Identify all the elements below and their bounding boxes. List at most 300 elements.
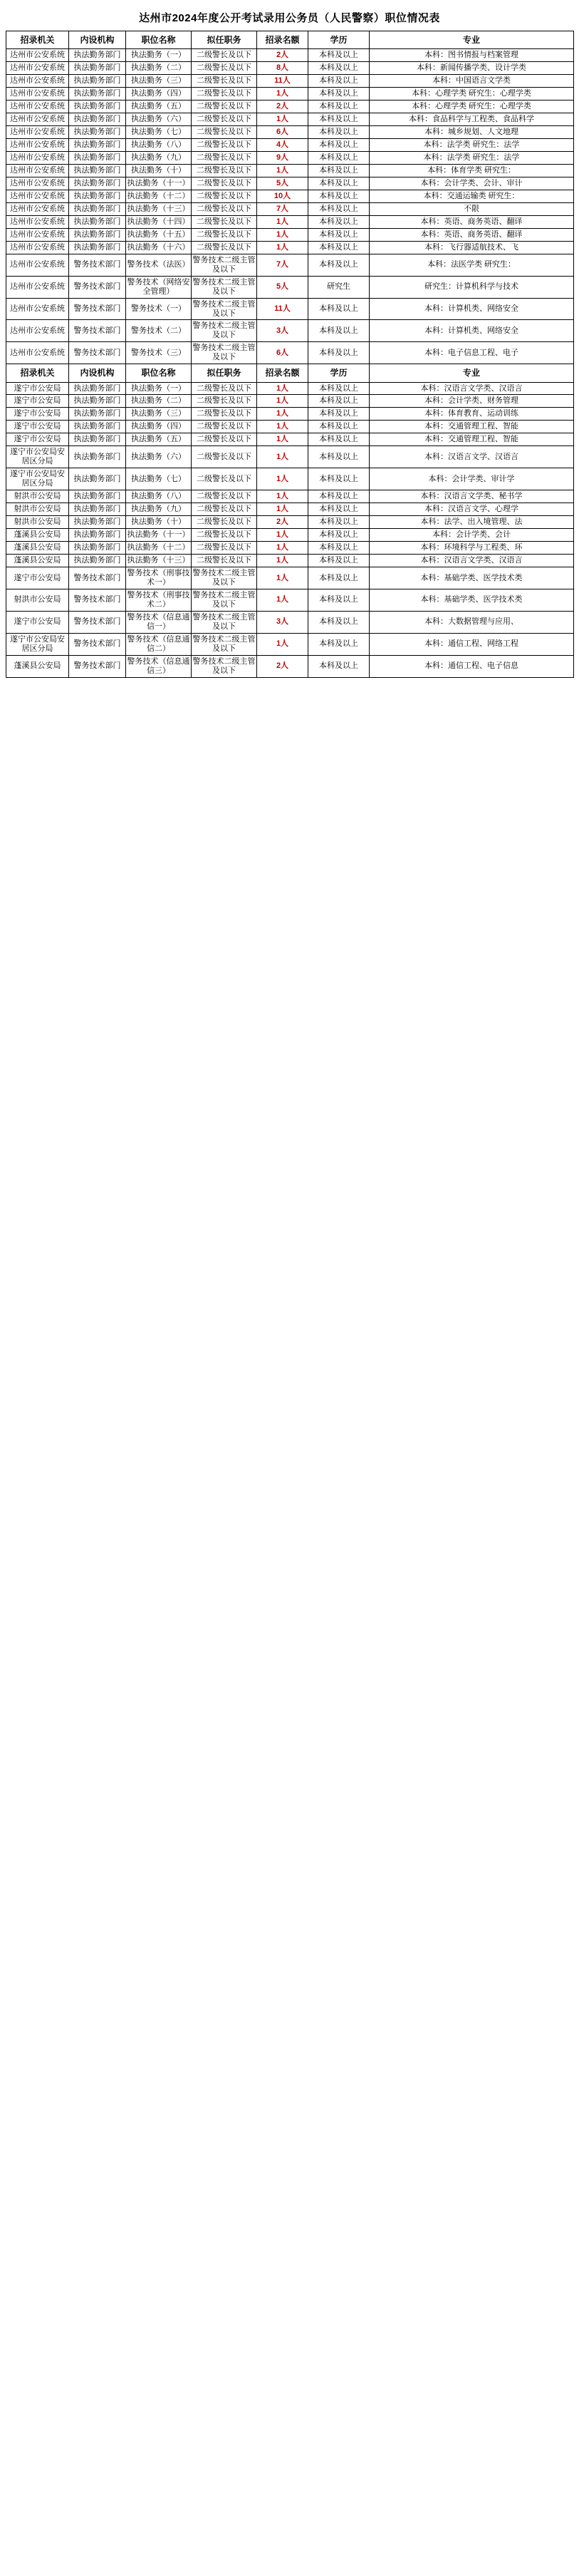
table-row xyxy=(6,529,574,542)
cell-department: 警务技术部门 xyxy=(69,655,126,677)
cell-major: 本科：飞行器适航技术、飞 xyxy=(370,241,574,254)
cell-major: 本科：通信工程、电子信息 xyxy=(370,655,574,677)
cell-agency: 达州市公安系统 xyxy=(6,138,69,151)
table-row xyxy=(6,516,574,529)
cell-major: 本科：体育学类 研究生： xyxy=(370,164,574,177)
cell-post: 警务技术二级主管及以下 xyxy=(192,611,257,633)
column-header-major-2: 专业 xyxy=(370,364,574,382)
cell-quota: 1人 xyxy=(257,503,308,516)
cell-education: 本科及以上 xyxy=(308,589,370,611)
table-row xyxy=(6,567,574,589)
cell-department: 执法勤务部门 xyxy=(69,49,126,62)
column-header-quota: 招录名额 xyxy=(257,31,308,49)
cell-position-name: 执法勤务（十） xyxy=(126,516,192,529)
cell-agency: 遂宁市公安局安居区分局 xyxy=(6,468,69,490)
cell-department: 警务技术部门 xyxy=(69,276,126,298)
cell-department: 执法勤务部门 xyxy=(69,190,126,202)
cell-post: 二级警长及以下 xyxy=(192,113,257,126)
page-title: 达州市2024年度公开考试录用公务员（人民警察）职位情况表 xyxy=(139,12,440,24)
cell-education: 研究生 xyxy=(308,276,370,298)
cell-department: 执法勤务部门 xyxy=(69,516,126,529)
cell-quota: 1人 xyxy=(257,555,308,567)
cell-agency: 达州市公安系统 xyxy=(6,113,69,126)
cell-post: 二级警长及以下 xyxy=(192,202,257,215)
column-header-quota-2: 招录名额 xyxy=(257,364,308,382)
cell-quota: 1人 xyxy=(257,88,308,101)
cell-position-name: 执法勤务（十一） xyxy=(126,177,192,190)
cell-agency: 遂宁市公安局安居区分局 xyxy=(6,446,69,468)
cell-major: 本科：大数据管理与应用、 xyxy=(370,611,574,633)
table-row xyxy=(6,298,574,320)
cell-post: 二级警长及以下 xyxy=(192,408,257,421)
cell-quota: 9人 xyxy=(257,151,308,164)
cell-position-name: 执法勤务（十二） xyxy=(126,190,192,202)
cell-quota: 5人 xyxy=(257,177,308,190)
cell-education: 本科及以上 xyxy=(308,542,370,555)
cell-major: 本科：电子信息工程、电子 xyxy=(370,342,574,364)
cell-agency: 达州市公安系统 xyxy=(6,75,69,88)
table-header-row xyxy=(6,31,574,49)
cell-education: 本科及以上 xyxy=(308,49,370,62)
cell-position-name: 执法勤务（十一） xyxy=(126,529,192,542)
table-row xyxy=(6,177,574,190)
table-row xyxy=(6,382,574,395)
cell-department: 执法勤务部门 xyxy=(69,62,126,75)
cell-department: 警务技术部门 xyxy=(69,298,126,320)
cell-department: 警务技术部门 xyxy=(69,567,126,589)
cell-agency: 达州市公安系统 xyxy=(6,177,69,190)
cell-position-name: 警务技术（法医） xyxy=(126,254,192,276)
cell-department: 执法勤务部门 xyxy=(69,555,126,567)
cell-department: 执法勤务部门 xyxy=(69,503,126,516)
cell-quota: 3人 xyxy=(257,611,308,633)
cell-major: 本科：交通运输类 研究生： xyxy=(370,190,574,202)
cell-agency: 达州市公安系统 xyxy=(6,202,69,215)
cell-position-name: 执法勤务（六） xyxy=(126,113,192,126)
cell-post: 二级警长及以下 xyxy=(192,421,257,433)
cell-major: 本科：心理学类 研究生：心理学类 xyxy=(370,88,574,101)
cell-department: 执法勤务部门 xyxy=(69,446,126,468)
table-row xyxy=(6,49,574,62)
cell-quota: 5人 xyxy=(257,276,308,298)
cell-post: 二级警长及以下 xyxy=(192,382,257,395)
cell-major: 本科：汉语言文学、汉语言 xyxy=(370,446,574,468)
cell-agency: 射洪市公安局 xyxy=(6,503,69,516)
cell-department: 执法勤务部门 xyxy=(69,164,126,177)
table-row xyxy=(6,446,574,468)
cell-education: 本科及以上 xyxy=(308,395,370,408)
table-row xyxy=(6,342,574,364)
cell-quota: 6人 xyxy=(257,125,308,138)
cell-position-name: 执法勤务（九） xyxy=(126,503,192,516)
table-row xyxy=(6,433,574,446)
cell-agency: 达州市公安系统 xyxy=(6,49,69,62)
table-row xyxy=(6,202,574,215)
table-row xyxy=(6,125,574,138)
document-page xyxy=(0,0,579,685)
cell-position-name: 执法勤务（十六） xyxy=(126,241,192,254)
cell-agency: 达州市公安系统 xyxy=(6,342,69,364)
cell-major: 本科：体育教育、运动训练 xyxy=(370,408,574,421)
cell-agency: 达州市公安系统 xyxy=(6,151,69,164)
cell-major: 本科：汉语言文学类、汉语言 xyxy=(370,382,574,395)
cell-major: 本科：新闻传播学类、设计学类 xyxy=(370,62,574,75)
cell-major: 本科：通信工程、网络工程 xyxy=(370,633,574,655)
table-row xyxy=(6,164,574,177)
cell-agency: 达州市公安系统 xyxy=(6,215,69,228)
cell-quota: 8人 xyxy=(257,62,308,75)
cell-post: 警务技术二级主管及以下 xyxy=(192,320,257,342)
cell-education: 本科及以上 xyxy=(308,62,370,75)
column-header-agency-2: 招录机关 xyxy=(6,364,69,382)
cell-major: 本科：汉语言文学、心理学 xyxy=(370,503,574,516)
cell-department: 执法勤务部门 xyxy=(69,75,126,88)
job-positions-table xyxy=(6,31,574,678)
table-row xyxy=(6,589,574,611)
cell-major: 本科：英语、商务英语、翻译 xyxy=(370,228,574,241)
cell-education: 本科及以上 xyxy=(308,138,370,151)
cell-quota: 11人 xyxy=(257,75,308,88)
cell-position-name: 执法勤务（六） xyxy=(126,446,192,468)
cell-agency: 达州市公安系统 xyxy=(6,298,69,320)
cell-department: 执法勤务部门 xyxy=(69,468,126,490)
cell-post: 二级警长及以下 xyxy=(192,555,257,567)
cell-post: 二级警长及以下 xyxy=(192,503,257,516)
cell-department: 执法勤务部门 xyxy=(69,215,126,228)
cell-quota: 1人 xyxy=(257,113,308,126)
cell-position-name: 执法勤务（五） xyxy=(126,101,192,113)
table-header-row-2 xyxy=(6,364,574,382)
cell-quota: 7人 xyxy=(257,202,308,215)
cell-department: 执法勤务部门 xyxy=(69,88,126,101)
cell-post: 二级警长及以下 xyxy=(192,88,257,101)
cell-quota: 1人 xyxy=(257,468,308,490)
cell-post: 警务技术二级主管及以下 xyxy=(192,298,257,320)
cell-post: 二级警长及以下 xyxy=(192,516,257,529)
cell-position-name: 警务技术（刑事技术二） xyxy=(126,589,192,611)
table-row xyxy=(6,62,574,75)
cell-education: 本科及以上 xyxy=(308,555,370,567)
cell-quota: 7人 xyxy=(257,254,308,276)
column-header-position-name-2: 职位名称 xyxy=(126,364,192,382)
cell-quota: 1人 xyxy=(257,589,308,611)
table-row xyxy=(6,490,574,503)
cell-post: 二级警长及以下 xyxy=(192,433,257,446)
cell-education: 本科及以上 xyxy=(308,190,370,202)
cell-department: 警务技术部门 xyxy=(69,633,126,655)
cell-quota: 1人 xyxy=(257,408,308,421)
column-header-department: 内设机构 xyxy=(69,31,126,49)
cell-department: 执法勤务部门 xyxy=(69,395,126,408)
column-header-agency: 招录机关 xyxy=(6,31,69,49)
table-row xyxy=(6,215,574,228)
table-row xyxy=(6,611,574,633)
cell-quota: 6人 xyxy=(257,342,308,364)
column-header-post-2: 拟任职务 xyxy=(192,364,257,382)
cell-post: 二级警长及以下 xyxy=(192,395,257,408)
cell-education: 本科及以上 xyxy=(308,408,370,421)
cell-major: 本科：英语、商务英语、翻译 xyxy=(370,215,574,228)
cell-position-name: 执法勤务（三） xyxy=(126,408,192,421)
table-row xyxy=(6,228,574,241)
cell-major: 本科：汉语言文学类、秘书学 xyxy=(370,490,574,503)
cell-department: 执法勤务部门 xyxy=(69,151,126,164)
cell-quota: 1人 xyxy=(257,164,308,177)
cell-post: 二级警长及以下 xyxy=(192,446,257,468)
cell-major: 本科：图书情报与档案管理 xyxy=(370,49,574,62)
cell-quota: 2人 xyxy=(257,516,308,529)
cell-major: 不限 xyxy=(370,202,574,215)
cell-education: 本科及以上 xyxy=(308,490,370,503)
table-row xyxy=(6,88,574,101)
cell-post: 二级警长及以下 xyxy=(192,62,257,75)
cell-agency: 射洪市公安局 xyxy=(6,490,69,503)
cell-position-name: 执法勤务（二） xyxy=(126,62,192,75)
cell-agency: 达州市公安系统 xyxy=(6,228,69,241)
table-row xyxy=(6,395,574,408)
cell-agency: 蓬溪县公安局 xyxy=(6,555,69,567)
cell-post: 二级警长及以下 xyxy=(192,215,257,228)
cell-department: 警务技术部门 xyxy=(69,254,126,276)
cell-quota: 3人 xyxy=(257,320,308,342)
cell-position-name: 执法勤务（七） xyxy=(126,468,192,490)
column-header-post: 拟任职务 xyxy=(192,31,257,49)
cell-position-name: 执法勤务（十三） xyxy=(126,555,192,567)
cell-major: 本科：交通管理工程、智能 xyxy=(370,421,574,433)
cell-agency: 达州市公安系统 xyxy=(6,101,69,113)
cell-post: 二级警长及以下 xyxy=(192,164,257,177)
cell-education: 本科及以上 xyxy=(308,254,370,276)
cell-post: 二级警长及以下 xyxy=(192,542,257,555)
table-row xyxy=(6,276,574,298)
cell-position-name: 警务技术（刑事技术一） xyxy=(126,567,192,589)
cell-department: 警务技术部门 xyxy=(69,342,126,364)
cell-education: 本科及以上 xyxy=(308,101,370,113)
table-row xyxy=(6,633,574,655)
cell-department: 执法勤务部门 xyxy=(69,542,126,555)
cell-education: 本科及以上 xyxy=(308,320,370,342)
cell-major: 本科：计算机类、网络安全 xyxy=(370,320,574,342)
table-row xyxy=(6,655,574,677)
cell-agency: 达州市公安系统 xyxy=(6,241,69,254)
cell-position-name: 执法勤务（八） xyxy=(126,490,192,503)
cell-education: 本科及以上 xyxy=(308,655,370,677)
cell-position-name: 执法勤务（十） xyxy=(126,164,192,177)
table-row xyxy=(6,468,574,490)
cell-education: 本科及以上 xyxy=(308,125,370,138)
cell-major: 本科：法学类 研究生：法学 xyxy=(370,151,574,164)
cell-agency: 遂宁市公安局安居区分局 xyxy=(6,633,69,655)
cell-education: 本科及以上 xyxy=(308,241,370,254)
cell-agency: 蓬溪县公安局 xyxy=(6,542,69,555)
cell-education: 本科及以上 xyxy=(308,228,370,241)
cell-education: 本科及以上 xyxy=(308,164,370,177)
cell-major: 本科：环境科学与工程类、环 xyxy=(370,542,574,555)
table-row xyxy=(6,113,574,126)
cell-position-name: 警务技术（信息通信二） xyxy=(126,633,192,655)
cell-agency: 达州市公安系统 xyxy=(6,164,69,177)
cell-agency: 遂宁市公安局 xyxy=(6,611,69,633)
cell-post: 二级警长及以下 xyxy=(192,75,257,88)
cell-post: 警务技术二级主管及以下 xyxy=(192,342,257,364)
cell-major: 本科：心理学类 研究生：心理学类 xyxy=(370,101,574,113)
cell-quota: 1人 xyxy=(257,382,308,395)
cell-department: 执法勤务部门 xyxy=(69,138,126,151)
column-header-department-2: 内设机构 xyxy=(69,364,126,382)
cell-position-name: 执法勤务（三） xyxy=(126,75,192,88)
cell-post: 警务技术二级主管及以下 xyxy=(192,567,257,589)
cell-agency: 遂宁市公安局 xyxy=(6,421,69,433)
cell-education: 本科及以上 xyxy=(308,215,370,228)
cell-major: 本科：计算机类、网络安全 xyxy=(370,298,574,320)
cell-department: 执法勤务部门 xyxy=(69,241,126,254)
cell-major: 本科：中国语言文学类 xyxy=(370,75,574,88)
cell-major: 本科：食品科学与工程类、食品科学 xyxy=(370,113,574,126)
cell-education: 本科及以上 xyxy=(308,611,370,633)
cell-position-name: 执法勤务（八） xyxy=(126,138,192,151)
cell-department: 警务技术部门 xyxy=(69,611,126,633)
cell-major: 本科：城乡规划、人文地理 xyxy=(370,125,574,138)
cell-position-name: 执法勤务（四） xyxy=(126,421,192,433)
cell-education: 本科及以上 xyxy=(308,151,370,164)
cell-quota: 1人 xyxy=(257,542,308,555)
cell-position-name: 警务技术（网络安全管理） xyxy=(126,276,192,298)
cell-department: 执法勤务部门 xyxy=(69,529,126,542)
cell-position-name: 警务技术（二） xyxy=(126,320,192,342)
cell-agency: 蓬溪县公安局 xyxy=(6,655,69,677)
cell-quota: 1人 xyxy=(257,633,308,655)
cell-education: 本科及以上 xyxy=(308,503,370,516)
cell-position-name: 执法勤务（十五） xyxy=(126,228,192,241)
cell-position-name: 执法勤务（一） xyxy=(126,49,192,62)
cell-quota: 1人 xyxy=(257,529,308,542)
table-row xyxy=(6,241,574,254)
cell-position-name: 执法勤务（七） xyxy=(126,125,192,138)
cell-agency: 达州市公安系统 xyxy=(6,190,69,202)
cell-agency: 达州市公安系统 xyxy=(6,88,69,101)
cell-major: 本科：法学类 研究生：法学 xyxy=(370,138,574,151)
cell-agency: 达州市公安系统 xyxy=(6,254,69,276)
cell-quota: 4人 xyxy=(257,138,308,151)
cell-post: 警务技术二级主管及以下 xyxy=(192,655,257,677)
cell-quota: 1人 xyxy=(257,433,308,446)
cell-post: 警务技术二级主管及以下 xyxy=(192,276,257,298)
cell-quota: 1人 xyxy=(257,395,308,408)
cell-agency: 射洪市公安局 xyxy=(6,516,69,529)
cell-department: 执法勤务部门 xyxy=(69,113,126,126)
cell-position-name: 警务技术（信息通信三） xyxy=(126,655,192,677)
cell-major: 本科：会计学类、审计学 xyxy=(370,468,574,490)
table-row xyxy=(6,151,574,164)
cell-education: 本科及以上 xyxy=(308,177,370,190)
cell-agency: 遂宁市公安局 xyxy=(6,408,69,421)
cell-education: 本科及以上 xyxy=(308,433,370,446)
table-row xyxy=(6,190,574,202)
cell-education: 本科及以上 xyxy=(308,298,370,320)
cell-agency: 蓬溪县公安局 xyxy=(6,529,69,542)
cell-post: 二级警长及以下 xyxy=(192,138,257,151)
cell-education: 本科及以上 xyxy=(308,529,370,542)
cell-quota: 1人 xyxy=(257,215,308,228)
cell-major: 本科：交通管理工程、智能 xyxy=(370,433,574,446)
cell-post: 警务技术二级主管及以下 xyxy=(192,633,257,655)
cell-post: 二级警长及以下 xyxy=(192,177,257,190)
table-row xyxy=(6,101,574,113)
cell-quota: 2人 xyxy=(257,101,308,113)
cell-agency: 射洪市公安局 xyxy=(6,589,69,611)
cell-position-name: 执法勤务（十二） xyxy=(126,542,192,555)
cell-quota: 1人 xyxy=(257,567,308,589)
cell-agency: 达州市公安系统 xyxy=(6,62,69,75)
cell-agency: 遂宁市公安局 xyxy=(6,567,69,589)
cell-position-name: 执法勤务（十三） xyxy=(126,202,192,215)
cell-department: 执法勤务部门 xyxy=(69,382,126,395)
cell-post: 二级警长及以下 xyxy=(192,490,257,503)
cell-quota: 10人 xyxy=(257,190,308,202)
cell-department: 警务技术部门 xyxy=(69,320,126,342)
cell-major: 本科：基础学类、医学技术类 xyxy=(370,567,574,589)
cell-position-name: 执法勤务（一） xyxy=(126,382,192,395)
cell-post: 警务技术二级主管及以下 xyxy=(192,589,257,611)
cell-quota: 1人 xyxy=(257,228,308,241)
cell-department: 执法勤务部门 xyxy=(69,101,126,113)
cell-position-name: 执法勤务（二） xyxy=(126,395,192,408)
table-row xyxy=(6,555,574,567)
cell-education: 本科及以上 xyxy=(308,113,370,126)
cell-major: 本科：法医学类 研究生： xyxy=(370,254,574,276)
cell-education: 本科及以上 xyxy=(308,516,370,529)
cell-major: 本科：会计学类、会计 xyxy=(370,529,574,542)
cell-major: 研究生：计算机科学与技术 xyxy=(370,276,574,298)
table-row xyxy=(6,503,574,516)
cell-education: 本科及以上 xyxy=(308,342,370,364)
cell-position-name: 执法勤务（十四） xyxy=(126,215,192,228)
cell-education: 本科及以上 xyxy=(308,468,370,490)
cell-education: 本科及以上 xyxy=(308,202,370,215)
cell-education: 本科及以上 xyxy=(308,75,370,88)
cell-position-name: 执法勤务（四） xyxy=(126,88,192,101)
cell-major: 本科：会计学类、会计、审计 xyxy=(370,177,574,190)
cell-quota: 1人 xyxy=(257,490,308,503)
column-header-education: 学历 xyxy=(308,31,370,49)
cell-position-name: 警务技术（信息通信一） xyxy=(126,611,192,633)
cell-department: 执法勤务部门 xyxy=(69,202,126,215)
cell-post: 二级警长及以下 xyxy=(192,101,257,113)
cell-education: 本科及以上 xyxy=(308,421,370,433)
cell-major: 本科：会计学类、财务管理 xyxy=(370,395,574,408)
cell-department: 执法勤务部门 xyxy=(69,421,126,433)
cell-post: 二级警长及以下 xyxy=(192,151,257,164)
cell-quota: 1人 xyxy=(257,446,308,468)
cell-education: 本科及以上 xyxy=(308,567,370,589)
cell-education: 本科及以上 xyxy=(308,88,370,101)
cell-major: 本科：法学、出入境管理、法 xyxy=(370,516,574,529)
cell-quota: 2人 xyxy=(257,49,308,62)
cell-department: 执法勤务部门 xyxy=(69,490,126,503)
cell-quota: 1人 xyxy=(257,241,308,254)
table-row xyxy=(6,75,574,88)
cell-agency: 达州市公安系统 xyxy=(6,320,69,342)
table-row xyxy=(6,408,574,421)
cell-position-name: 警务技术（一） xyxy=(126,298,192,320)
cell-position-name: 执法勤务（九） xyxy=(126,151,192,164)
cell-post: 二级警长及以下 xyxy=(192,49,257,62)
cell-education: 本科及以上 xyxy=(308,633,370,655)
cell-post: 二级警长及以下 xyxy=(192,241,257,254)
cell-post: 二级警长及以下 xyxy=(192,228,257,241)
column-header-position-name: 职位名称 xyxy=(126,31,192,49)
cell-agency: 遂宁市公安局 xyxy=(6,433,69,446)
